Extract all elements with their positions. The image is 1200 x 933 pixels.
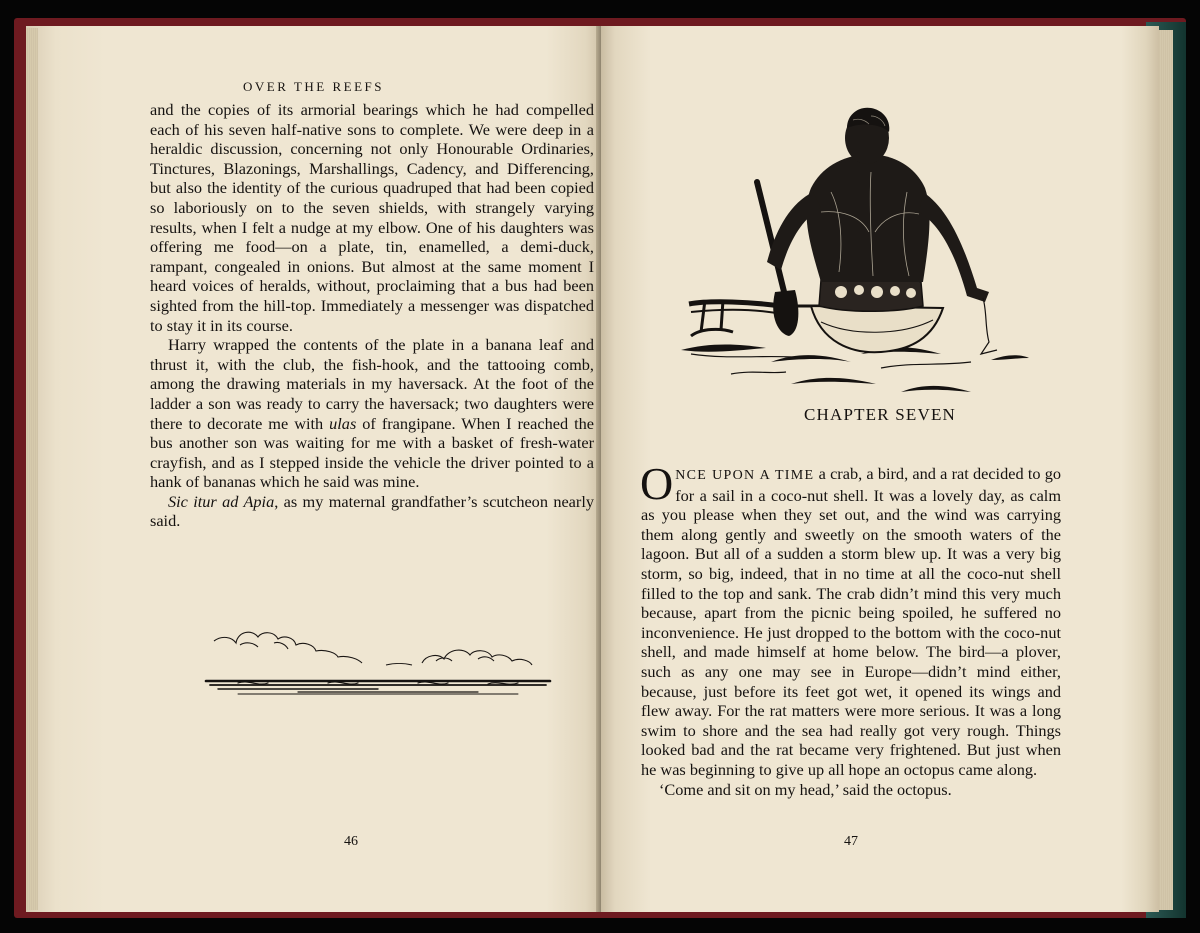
left-page bbox=[26, 26, 601, 912]
right-paragraph-1 bbox=[640, 458, 1061, 780]
chapter-title: CHAPTER SEVEN bbox=[803, 405, 957, 424]
right-page bbox=[601, 26, 1159, 912]
left-paragraph-2-text: Harry wrapped the contents of the plate in a banana leaf and thrust it, with the club, the fish-hook, and the tattooing comb, among the drawing materials in my haversack. At the foot of the ladder a son was ready to carry the haversack; two daughters were there to decorate me with bbox=[150, 335, 594, 433]
opening-small-caps: NCE UPON A TIME bbox=[675, 468, 815, 483]
running-head: OVER THE REEFS bbox=[243, 79, 384, 94]
left-paragraph-3-text: , as my maternal grandfather’s scutcheon nearly said. bbox=[150, 491, 594, 531]
left-paragraph-2-text-end: of frangipane. When I reached the bus another son was waiting for me with a basket of fresh-water crayfish, and as I stepped inside the vehicle the driver pointed to a hank of bananas which he said was mine. bbox=[150, 413, 594, 492]
right-page-text bbox=[640, 458, 1061, 799]
left-paragraph-2 bbox=[150, 335, 594, 492]
drop-cap: O bbox=[640, 458, 674, 509]
page-number-left: 46 bbox=[344, 834, 358, 849]
seascape-illustration bbox=[178, 601, 553, 696]
page-edges-right bbox=[1159, 30, 1173, 910]
left-paragraph-3 bbox=[150, 492, 594, 531]
left-paragraph-1: and the copies of its armorial bearings which he had compelled each of his seven half-native sons to complete. We were deep in a heraldic discussion, concerning not only Honourable Ordinaries, Tinctures, Blazonings, Marshallings, Cadency, and Differencing, but also the identity of the curious quadruped that had been copied so laboriously on to the seven shields, with strangely varying results, when I felt a nudge at my elbow. One of his daughters was offering me food—on a plate, tin, enamelled, a demi-duck, rampant, congealed in onions. But almost at the same moment I heard voices of heralds, without, proclaiming that a bus had been sighted from the hill-top. Immediately a messenger was dispatched to stay it in its course. bbox=[150, 100, 594, 335]
page-number-right: 47 bbox=[844, 834, 858, 849]
islander-canoe-illustration bbox=[671, 92, 1031, 410]
ulas-italic: ulas bbox=[329, 413, 357, 433]
right-paragraph-2: ‘Come and sit on my head,’ said the octopus. bbox=[659, 779, 952, 799]
latin-phrase: Sic itur ad Apia bbox=[168, 491, 275, 511]
page-edges-left bbox=[26, 28, 38, 910]
left-page-text bbox=[150, 100, 594, 531]
right-paragraph-1-text: a crab, a bird, and a rat decided to go for a sail in a coco-nut shell. It was a lovely day, as calm as you please when they set out, and the wind was carrying them along gently and sweetly on the smooth waters of the lagoon. But all of a sudden a storm blew up. It was a very big storm, so big, indeed, that in no time at all the coco-nut shell filled to the top and sank. The crab didn’t mind this very much because, apart from the picnic being spoiled, he suffered no inconvenience. He just dropped to the bottom with the coco-nut shell, and made himself at home below. The bird—a plover, such as any one may see in Europe—didn’t mind either, because, just before its feet got wet, it opened its wings and flew away. For the rat matters were more serious. It was a long swim to shore and the sea had really got very rough. Things looked bad and the rat became very frightened. But just when he was beginning to give up all hope an octopus came along. bbox=[641, 464, 1061, 779]
